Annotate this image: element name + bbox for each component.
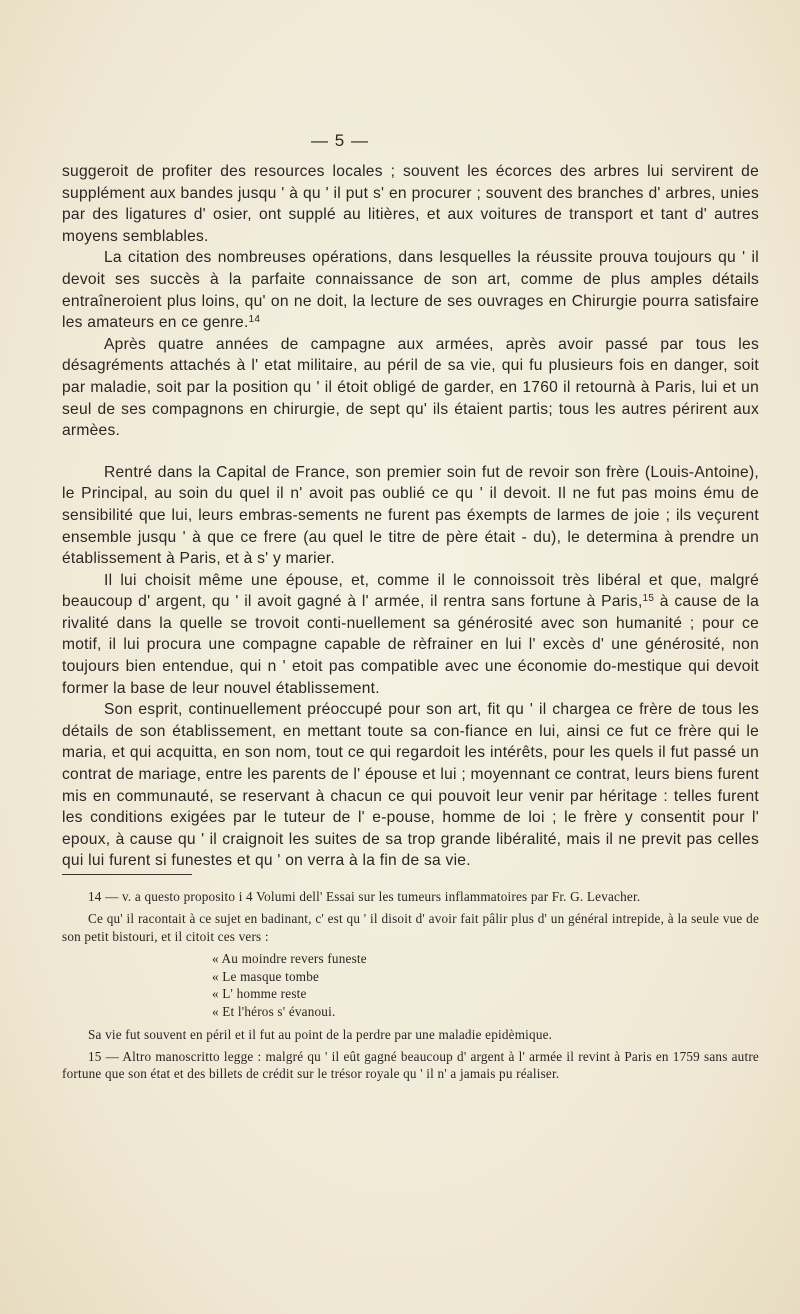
page-number: — 5 —: [311, 131, 369, 150]
paragraph-6: Son esprit, continuellement préoccupé pour son art, fit qu ' il chargea ce frère de tous les détails de son établissement, en mettant toute sa con-fiance en lui, ainsi ce fut ce frère qui le maria, et qui acquitta, en son nom, tout ce qui regardoit les intérêts, pour les quels il fut passé un contrat de mariage, entre les parents de l' épouse et lui ; moyennant ce contrat, leurs biens furent mis en communauté, se reservant à chacun ce qui pouvoit leur venir par héritage : telles furent les conditions exigées par le tuteur de l' e-pouse, homme de loi ; le frère y consentit pour l' epoux, à cause qu ' il craignoit les suites de sa trop grande libéralité, mais il ne previt pas celles qui lui furent si funestes et qu ' on verra à la fin de sa vie.: [62, 701, 759, 870]
verse-quote: [62, 950, 759, 1020]
footnote-14-end: Sa vie fut souvent en péril et il fut au point de la perdre par une maladie epidèmique.: [88, 1026, 553, 1042]
verse-line: « Et l'héros s' évanoui.: [212, 1004, 336, 1019]
paragraph-1: suggeroit de profiter des resources locales ; souvent les écorces des arbres lui servirent de supplément aux bandes jusqu ' à qu ' il put s' en procurer ; souvent des branches d' arbres, unies par des ligatures d' osier, ont supplé au litières, et aux voitures de transport et tant d' autres moyens semblables.: [62, 163, 759, 245]
paragraph-2: La citation des nombreuses opérations, dans lesquelles la réussite prouva toujours qu ' il devoit ses succès à la parfaite connaissance de son art, comme de plus amples détails entraîneroient plus loins, qu' on ne doit, la lecture de ses ouvrages en Chirurgie pourra satisfaire les amateurs en ce genre.$^{14}$: [62, 249, 759, 332]
verse-line: « L' homme reste: [212, 986, 307, 1002]
footnotes: [62, 888, 759, 1088]
footnote-14: 14 — v. a questo proposito i 4 Volumi dell' Essai sur les tumeurs inflammatoires par Fr. G. Levacher.: [88, 889, 641, 904]
footnote-ref-14: 14: [248, 314, 261, 326]
paragraph-5: Il lui choisit même une épouse, et, comme il le connoissoit très libéral et que, malgré beaucoup d' argent, qu ' il avoit gagné à l' armée, il rentra sans fortune à Paris,$^{15}$ à cause de la rivalité dans la quelle se trovoit conti-nuellement sa générosité avec son humanité ; pour ce motif, il lui procura une compagne capable de rèfrainer en lui l' excès d' une générosité, non toujours bien entendue, qui n ' etoit pas compatible avec une économie do-mestique qui devoit former la base de leur nouvel établissement.: [62, 571, 759, 697]
footnote-ref-15: 15: [642, 593, 655, 605]
footnote-divider: [62, 874, 192, 875]
footnote-14-continuation: Ce qu' il racontait à ce sujet en badinant, c' est qu ' il disoit d' avoir fait pâlir plus d' un général intrepide, à la seule vue de son petit bistouri, et il citoit ces vers :: [62, 911, 759, 944]
paragraph-4: Rentré dans la Capital de France, son premier soin fut de revoir son frère (Louis-Antoine), le Principal, au soin du quel il n' avoit pas oublié ce qu ' il devoit. Il ne fut pas moins ému de sensibilité que lui, leurs embras-sements ne furent pas éxempts de larmes de joie ; ils veçurent ensemble jusqu ' à que ce frere (au quel le titre de père était - du), le determina à prendre un établissement à Paris, et à s' y marier.: [62, 463, 759, 568]
verse-line: « Au moindre revers funeste: [212, 951, 367, 967]
paragraph-3: Après quatre années de campagne aux armées, après avoir passé par tous les désagréments attachés à l' etat militaire, au péril de sa vie, qui fu plusieurs fois en danger, soit par maladie, soit par la position qu ' il étoit obligé de garder, en 1760 il retournà à Paris, lui et un seul de ses compagnons en chirurgie, de sept qu' ils étaient partis; tous les autres périrent aux armèes.: [62, 335, 759, 440]
footnote-15: 15 — Altro manoscritto legge : malgré qu ' il eût gagné beaucoup d' argent à l' armée il revint à Paris en 1759 sans autre fortune que son état et des billets de crédit sur le trésor royale qu ' il n' a jamais pu réaliser.: [62, 1049, 759, 1082]
verse-line: « Le masque tombe: [212, 968, 320, 984]
main-text: [62, 161, 759, 872]
